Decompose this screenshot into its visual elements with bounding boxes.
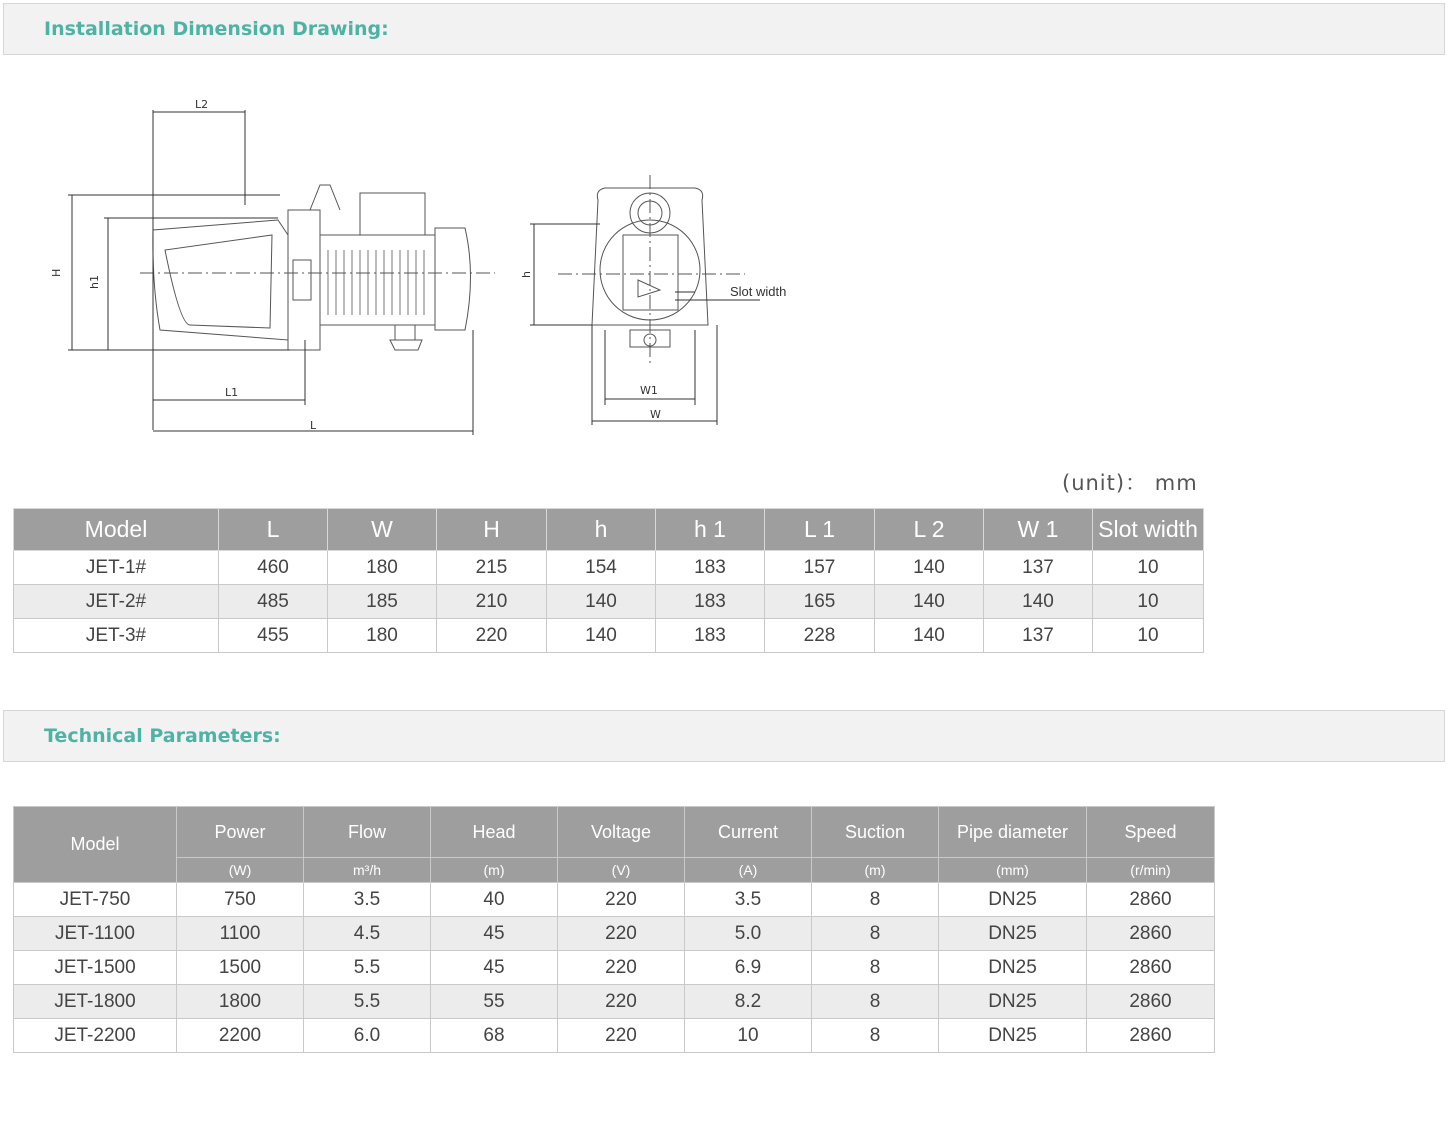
table-cell: 3.5: [304, 883, 431, 917]
table-row: [14, 883, 1215, 917]
table-cell: 750: [177, 883, 304, 917]
pump-handle: [310, 185, 340, 210]
dim-header-L: L: [219, 509, 328, 551]
table-cell: 10: [1093, 585, 1204, 619]
table-cell: JET-1800: [14, 985, 177, 1019]
table-cell: 10: [1093, 551, 1204, 585]
table-cell: 140: [875, 551, 984, 585]
section-header-technical: [3, 710, 1445, 762]
dim-header-h1: h 1: [656, 509, 765, 551]
flow-arrow-icon: [638, 280, 660, 297]
motor-foot: [395, 325, 415, 340]
table-cell: 2860: [1087, 1019, 1215, 1053]
label-slot-width: Slot width: [730, 284, 787, 299]
label-W1: W1: [640, 384, 658, 397]
table-cell: 220: [558, 951, 685, 985]
table-cell: JET-2200: [14, 1019, 177, 1053]
table-cell: DN25: [939, 917, 1087, 951]
dim-header-W1: W 1: [984, 509, 1093, 551]
unit-suction: (m): [812, 858, 939, 883]
table-cell: 183: [656, 551, 765, 585]
table-cell: 45: [431, 917, 558, 951]
table-cell: 180: [328, 551, 437, 585]
table-cell: JET-1100: [14, 917, 177, 951]
table-cell: 220: [437, 619, 547, 653]
technical-unit-row: [14, 858, 1215, 883]
table-cell: 55: [431, 985, 558, 1019]
table-cell: 154: [547, 551, 656, 585]
table-row: [14, 917, 1215, 951]
dimension-table: [13, 508, 1204, 653]
table-cell: 1500: [177, 951, 304, 985]
unit-pipe-diameter: (mm): [939, 858, 1087, 883]
table-cell: 2860: [1087, 985, 1215, 1019]
table-cell: JET-1#: [14, 551, 219, 585]
table-cell: 165: [765, 585, 875, 619]
pump-housing-shape: [153, 220, 288, 340]
motor-body: [320, 235, 435, 325]
table-cell: 2860: [1087, 883, 1215, 917]
label-H: H: [50, 268, 63, 277]
dim-header-H: H: [437, 509, 547, 551]
table-cell: 185: [328, 585, 437, 619]
table-cell: 460: [219, 551, 328, 585]
table-cell: 157: [765, 551, 875, 585]
tech-header-model: Model: [14, 807, 177, 883]
table-cell: 8: [812, 985, 939, 1019]
table-cell: 6.9: [685, 951, 812, 985]
pump-housing-inner: [165, 235, 272, 328]
technical-header-row: [14, 807, 1215, 858]
table-row: [14, 985, 1215, 1019]
tech-header-speed: Speed: [1087, 807, 1215, 858]
dim-header-L1: L 1: [765, 509, 875, 551]
table-cell: 10: [685, 1019, 812, 1053]
dim-header-W: W: [328, 509, 437, 551]
table-cell: 183: [656, 619, 765, 653]
label-W: W: [650, 408, 661, 421]
motor-end-cap: [435, 228, 471, 330]
unit-flow: m³/h: [304, 858, 431, 883]
dim-header-h: h: [547, 509, 656, 551]
table-cell: 6.0: [304, 1019, 431, 1053]
table-cell: 2860: [1087, 917, 1215, 951]
label-L1: L1: [225, 386, 239, 399]
tech-header-head: Head: [431, 807, 558, 858]
table-cell: 180: [328, 619, 437, 653]
table-cell: 5.5: [304, 985, 431, 1019]
table-cell: 228: [765, 619, 875, 653]
table-cell: 5.0: [685, 917, 812, 951]
label-L2: L2: [195, 98, 209, 111]
pump-window: [293, 260, 311, 300]
tech-header-suction: Suction: [812, 807, 939, 858]
table-cell: DN25: [939, 883, 1087, 917]
table-cell: 140: [547, 585, 656, 619]
table-row: [14, 951, 1215, 985]
tech-header-power: Power: [177, 807, 304, 858]
unit-note: (unit)： mm: [1062, 471, 1198, 495]
technical-title: Technical Parameters:: [44, 725, 281, 747]
dimension-header-row: [14, 509, 1204, 551]
table-cell: 220: [558, 883, 685, 917]
table-cell: 8: [812, 1019, 939, 1053]
technical-table: [13, 806, 1215, 1053]
unit-current: (A): [685, 858, 812, 883]
table-cell: 45: [431, 951, 558, 985]
tech-header-voltage: Voltage: [558, 807, 685, 858]
table-cell: 8.2: [685, 985, 812, 1019]
unit-head: (m): [431, 858, 558, 883]
dim-header-slot-width: Slot width: [1093, 509, 1204, 551]
table-cell: 8: [812, 917, 939, 951]
motor-foot-base: [390, 340, 422, 350]
table-cell: JET-2#: [14, 585, 219, 619]
table-cell: DN25: [939, 951, 1087, 985]
table-cell: 455: [219, 619, 328, 653]
table-cell: 220: [558, 985, 685, 1019]
label-L: L: [310, 419, 317, 432]
installation-drawing: [40, 85, 840, 445]
table-row: [14, 1019, 1215, 1053]
table-cell: 5.5: [304, 951, 431, 985]
table-cell: 8: [812, 883, 939, 917]
table-cell: 140: [547, 619, 656, 653]
table-cell: 140: [875, 619, 984, 653]
table-cell: 220: [558, 1019, 685, 1053]
table-cell: 485: [219, 585, 328, 619]
table-cell: 220: [558, 917, 685, 951]
table-row: [14, 619, 1204, 653]
table-cell: DN25: [939, 1019, 1087, 1053]
table-cell: 140: [875, 585, 984, 619]
table-cell: 215: [437, 551, 547, 585]
table-cell: 8: [812, 951, 939, 985]
unit-speed: (r/min): [1087, 858, 1215, 883]
table-cell: JET-1500: [14, 951, 177, 985]
table-cell: 140: [984, 585, 1093, 619]
dim-header-model: Model: [14, 509, 219, 551]
table-row: [14, 551, 1204, 585]
table-cell: 2200: [177, 1019, 304, 1053]
installation-title: Installation Dimension Drawing:: [44, 18, 389, 40]
tech-header-current: Current: [685, 807, 812, 858]
table-cell: 183: [656, 585, 765, 619]
table-cell: 40: [431, 883, 558, 917]
tech-header-pipe-diameter: Pipe diameter: [939, 807, 1087, 858]
label-h: h: [520, 271, 533, 278]
table-cell: 68: [431, 1019, 558, 1053]
table-cell: 137: [984, 551, 1093, 585]
unit-power: (W): [177, 858, 304, 883]
table-cell: 1100: [177, 917, 304, 951]
tech-header-flow: Flow: [304, 807, 431, 858]
table-cell: JET-3#: [14, 619, 219, 653]
terminal-box: [360, 193, 425, 235]
table-row: [14, 585, 1204, 619]
dim-header-L2: L 2: [875, 509, 984, 551]
table-cell: 1800: [177, 985, 304, 1019]
table-cell: 4.5: [304, 917, 431, 951]
table-cell: 2860: [1087, 951, 1215, 985]
section-header-installation: [3, 3, 1445, 55]
table-cell: 10: [1093, 619, 1204, 653]
table-cell: JET-750: [14, 883, 177, 917]
label-h1: h1: [88, 275, 101, 289]
unit-voltage: (V): [558, 858, 685, 883]
table-cell: 137: [984, 619, 1093, 653]
table-cell: DN25: [939, 985, 1087, 1019]
table-cell: 210: [437, 585, 547, 619]
table-cell: 3.5: [685, 883, 812, 917]
